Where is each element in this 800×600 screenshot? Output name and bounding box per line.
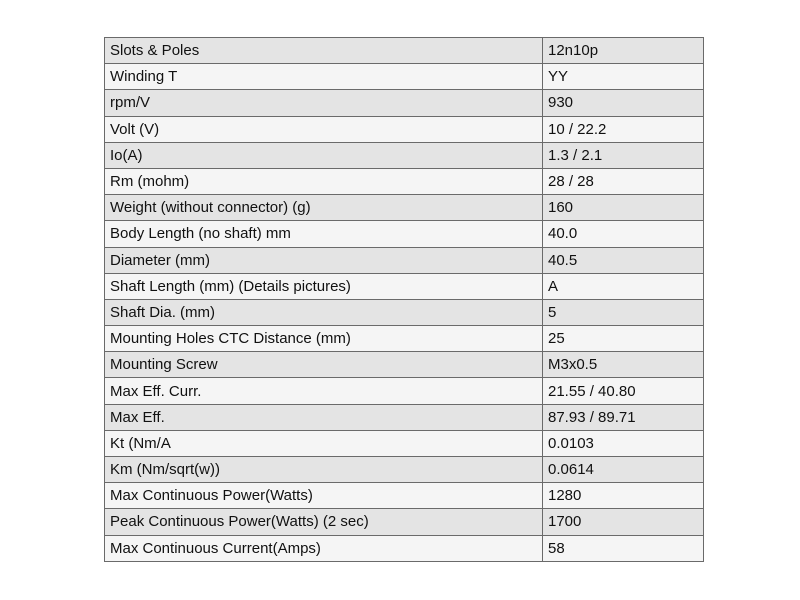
value-cell: 930 bbox=[543, 90, 704, 116]
value-cell: 87.93 / 89.71 bbox=[543, 404, 704, 430]
value-cell: M3x0.5 bbox=[543, 352, 704, 378]
value-cell: 25 bbox=[543, 326, 704, 352]
table-row bbox=[105, 509, 704, 535]
value-cell: A bbox=[543, 273, 704, 299]
value-cell: YY bbox=[543, 64, 704, 90]
param-cell: Body Length (no shaft) mm bbox=[105, 221, 543, 247]
table-row bbox=[105, 378, 704, 404]
param-cell: Weight (without connector) (g) bbox=[105, 195, 543, 221]
value-cell: 28 / 28 bbox=[543, 168, 704, 194]
table-row bbox=[105, 404, 704, 430]
table-row bbox=[105, 273, 704, 299]
param-cell: Diameter (mm) bbox=[105, 247, 543, 273]
value-cell: 0.0614 bbox=[543, 457, 704, 483]
spec-table-body bbox=[105, 38, 704, 562]
param-cell: Rm (mohm) bbox=[105, 168, 543, 194]
value-cell: 10 / 22.2 bbox=[543, 116, 704, 142]
table-row bbox=[105, 195, 704, 221]
table-row bbox=[105, 168, 704, 194]
table-row bbox=[105, 299, 704, 325]
table-row bbox=[105, 352, 704, 378]
param-cell: Max Continuous Power(Watts) bbox=[105, 483, 543, 509]
table-row bbox=[105, 326, 704, 352]
value-cell: 1280 bbox=[543, 483, 704, 509]
param-cell: Max Eff. Curr. bbox=[105, 378, 543, 404]
table-row bbox=[105, 535, 704, 561]
value-cell: 40.5 bbox=[543, 247, 704, 273]
param-cell: Slots & Poles bbox=[105, 38, 543, 64]
param-cell: Volt (V) bbox=[105, 116, 543, 142]
param-cell: Kt (Nm/A bbox=[105, 430, 543, 456]
value-cell: 40.0 bbox=[543, 221, 704, 247]
table-row bbox=[105, 457, 704, 483]
table-row bbox=[105, 64, 704, 90]
value-cell: 58 bbox=[543, 535, 704, 561]
value-cell: 160 bbox=[543, 195, 704, 221]
param-cell: Io(A) bbox=[105, 142, 543, 168]
value-cell: 0.0103 bbox=[543, 430, 704, 456]
param-cell: Shaft Dia. (mm) bbox=[105, 299, 543, 325]
value-cell: 21.55 / 40.80 bbox=[543, 378, 704, 404]
value-cell: 1700 bbox=[543, 509, 704, 535]
param-cell: Winding T bbox=[105, 64, 543, 90]
param-cell: Peak Continuous Power(Watts) (2 sec) bbox=[105, 509, 543, 535]
table-row bbox=[105, 430, 704, 456]
motor-spec-table bbox=[104, 37, 704, 562]
param-cell: Mounting Screw bbox=[105, 352, 543, 378]
value-cell: 5 bbox=[543, 299, 704, 325]
table-row bbox=[105, 116, 704, 142]
param-cell: rpm/V bbox=[105, 90, 543, 116]
table-row bbox=[105, 90, 704, 116]
param-cell: Shaft Length (mm) (Details pictures) bbox=[105, 273, 543, 299]
table-row bbox=[105, 247, 704, 273]
param-cell: Max Continuous Current(Amps) bbox=[105, 535, 543, 561]
table-row bbox=[105, 142, 704, 168]
param-cell: Mounting Holes CTC Distance (mm) bbox=[105, 326, 543, 352]
param-cell: Max Eff. bbox=[105, 404, 543, 430]
table-row bbox=[105, 221, 704, 247]
table-row bbox=[105, 483, 704, 509]
param-cell: Km (Nm/sqrt(w)) bbox=[105, 457, 543, 483]
table-row bbox=[105, 38, 704, 64]
value-cell: 12n10p bbox=[543, 38, 704, 64]
value-cell: 1.3 / 2.1 bbox=[543, 142, 704, 168]
